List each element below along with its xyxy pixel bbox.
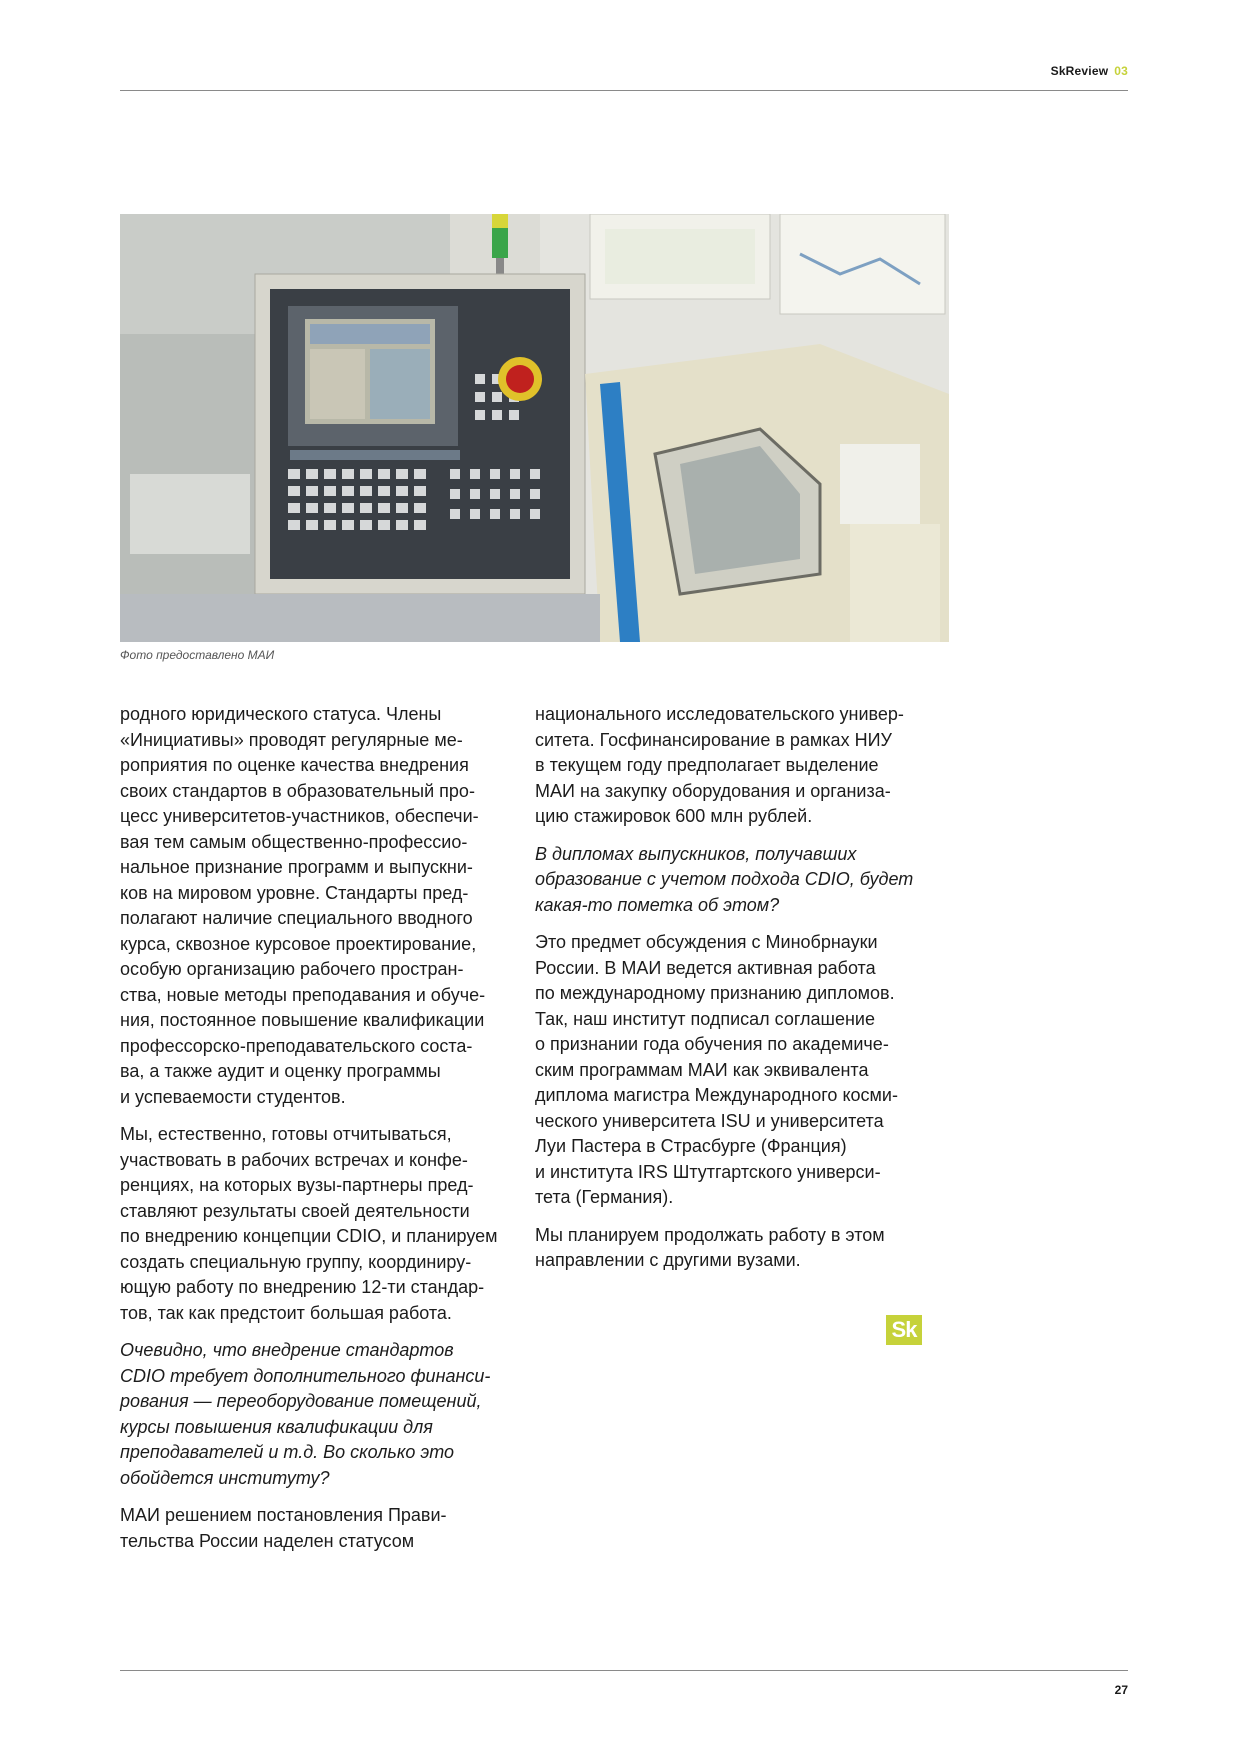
brand-name: SkReview xyxy=(1050,64,1109,78)
page-number: 27 xyxy=(1114,1683,1128,1697)
interview-question: Очевидно, что внедрение стандартов CDIO требует дополнительного финанси- рования — переоборудование помещений, курсы повышения квалификации для преподавателей и т.д. Во сколько это обойдется институту? xyxy=(120,1340,491,1488)
photo-caption: Фото предоставлено МАИ xyxy=(120,648,275,662)
paragraph: Мы, естественно, готовы отчитываться, участвовать в рабочих встречах и конфе- ренциях, на которых вузы-партнеры пред- ставляют результаты своей деятельности по внедрению концепции CDIO, и планируем создать специальную группу, координиру- ющую работу по внедрению 12-ти стандар- тов, так как предстоит большая работа. xyxy=(120,1124,498,1323)
article-column-left xyxy=(120,702,520,1566)
interview-question: В дипломах выпускников, получавших образование с учетом подхода CDIO, будет какая-то пометка об этом? xyxy=(535,843,914,915)
issue-number: 03 xyxy=(1114,64,1128,78)
paragraph: национального исследовательского универ- ситета. Госфинансирование в рамках НИУ в текущем году предполагает выделение МАИ на закупку оборудования и организа- цию стажировок 600 млн рублей. xyxy=(535,704,904,826)
skolkovo-logo: Sk xyxy=(886,1315,922,1345)
magazine-brand xyxy=(1051,64,1128,78)
footer-divider xyxy=(120,1670,1128,1671)
cnc-machine-photo xyxy=(120,214,949,642)
paragraph: Это предмет обсуждения с Минобрнауки России. В МАИ ведется активная работа по международному признанию дипломов. Так, наш институт подписал соглашение о признании года обучения по академиче- ским программам МАИ как эквивалента диплома магистра Международного косми- ческого университета ISU и университета Луи Пастера в Страсбурге (Франция) и института IRS Штутгартского универси- тета (Германия). xyxy=(535,932,898,1207)
paragraph: родного юридического статуса. Члены «Инициативы» проводят регулярные ме- роприятия по оценке качества внедрения своих стандартов в образовательный про- цесс университетов-участников, обеспечи- вая тем самым общественно-профессио- нальное признание программ и выпускни- ков на мировом уровне. Стандарты пред- полагают наличие специального вводного курса, сквозное курсовое проектирование, особую организацию рабочего простран- ства, новые методы преподавания и обуче- ния, постоянное повышение квалификации профессорско-преподавательского соста- ва, а также аудит и оценку программы и успеваемости студентов. xyxy=(120,704,486,1107)
paragraph: Мы планируем продолжать работу в этом направлении с другими вузами. xyxy=(535,1224,885,1270)
paragraph: МАИ решением постановления Прави- тельства России наделен статусом xyxy=(120,1505,447,1551)
article-column-right xyxy=(535,702,935,1286)
article-photo xyxy=(120,214,949,642)
page-header xyxy=(120,60,1128,91)
